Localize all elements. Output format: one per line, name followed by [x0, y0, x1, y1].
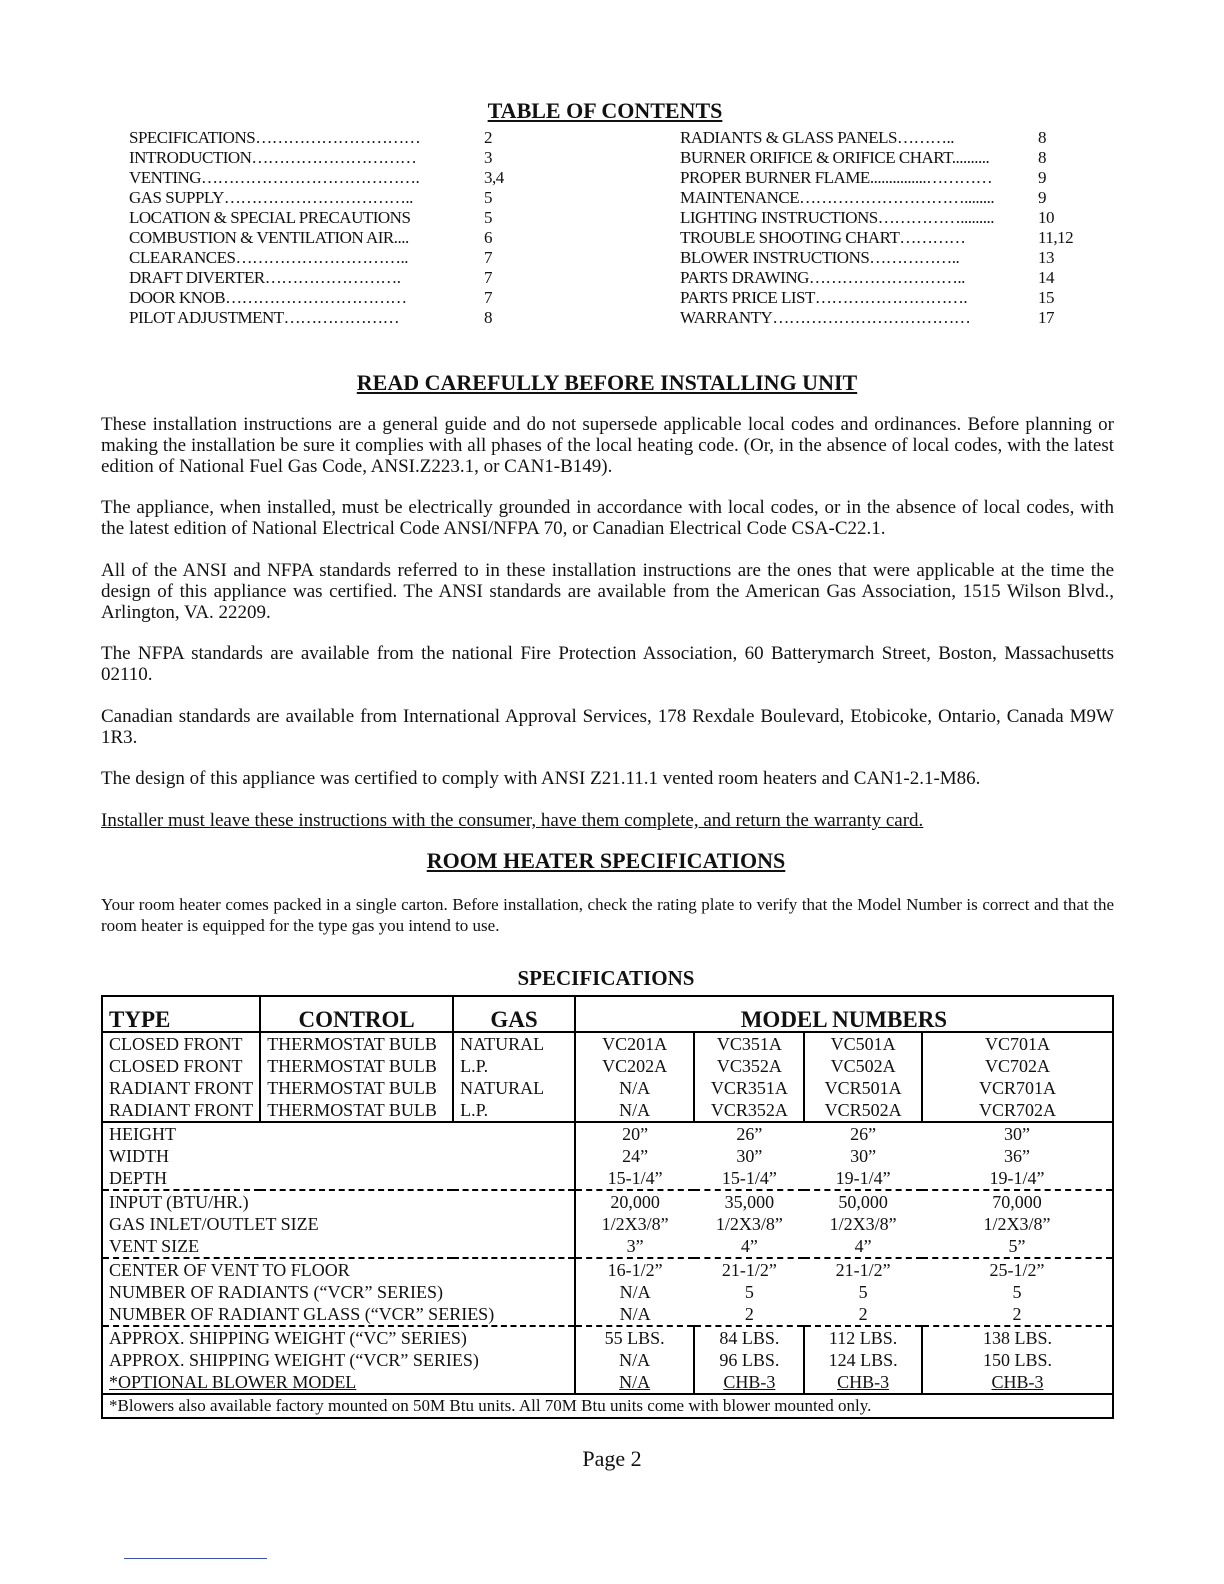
cell-spec-value: 96 LBS.: [694, 1349, 804, 1371]
cell-spec-value: 30”: [736, 1146, 763, 1166]
cell-spec-value: 84 LBS.: [694, 1326, 804, 1349]
toc-entry: [680, 228, 1100, 248]
toc-entry-page: 8: [1038, 128, 1046, 147]
cell-control: THERMOSTAT BULB: [260, 1077, 453, 1099]
cell-spec-value: CHB-3: [694, 1371, 804, 1394]
toc-entry: [129, 208, 509, 228]
toc-entry: [129, 288, 509, 308]
cell-spec-value: N/A: [575, 1349, 695, 1371]
paragraph-grounding: The appliance, when installed, must be electrically grounded in accordance with local codes, or in the absence of local codes, with the latest edition of National Electrical Code ANSI/NFPA 70, or Canadian Electrical Code CSA-C22.1.: [101, 497, 1114, 539]
cell-spec-label: WIDTH: [102, 1145, 575, 1167]
cell-gas: L.P.: [453, 1099, 575, 1122]
cell-spec-value: 35,000: [724, 1192, 775, 1212]
paragraph-ansi-standards: All of the ANSI and NFPA standards referred to in these installation instructions are the ones that were applicable at the time the design of this appliance was certified. The ANSI standards are available from the American Gas Association, 1515 Wilson Blvd., Arlington, VA. 22209.: [101, 560, 1114, 623]
table-row: [102, 1258, 1113, 1281]
cell-control: THERMOSTAT BULB: [260, 1032, 453, 1055]
cell-spec-value: 5: [1012, 1282, 1022, 1302]
toc-entry-label: CLEARANCES…………………………..: [129, 248, 408, 267]
toc-entry-page: 8: [1038, 148, 1046, 167]
specifications-title: SPECIFICATIONS: [517, 966, 695, 990]
toc-entry-page: 17: [1038, 308, 1054, 327]
toc-entry: [680, 208, 1100, 228]
cell-spec-value: 16-1/2”: [607, 1260, 663, 1280]
cell-type: CLOSED FRONT: [102, 1032, 260, 1055]
cell-spec-value: 19-1/4”: [804, 1167, 922, 1190]
table-row: [102, 1145, 1113, 1167]
cell-spec-label: *OPTIONAL BLOWER MODEL: [102, 1371, 575, 1394]
toc-title: TABLE OF CONTENTS: [487, 98, 723, 123]
toc-entry-page: 3: [484, 148, 492, 167]
cell-spec-value: 25-1/2”: [989, 1260, 1045, 1280]
toc-entry-page: 5: [484, 208, 492, 227]
toc-entry: [129, 148, 509, 168]
toc-entry-label: PARTS DRAWING………………………..: [680, 268, 965, 287]
toc-entry: [680, 308, 1100, 328]
toc-entry-label: SPECIFICATIONS…………………………: [129, 128, 421, 147]
cell-spec-value: 26”: [694, 1122, 804, 1145]
toc-entry-label: COMBUSTION & VENTILATION AIR....: [129, 228, 409, 247]
cell-gas: L.P.: [453, 1055, 575, 1077]
paragraph-canadian-standards: Canadian standards are available from International Approval Services, 178 Rexdale Boulevard, Etobicoke, Ontario, Canada M9W 1R3.: [101, 706, 1114, 748]
cell-gas: NATURAL: [453, 1032, 575, 1055]
header-type: TYPE: [102, 996, 260, 1032]
toc-entry: [129, 128, 509, 148]
cell-spec-label: VENT SIZE: [102, 1235, 575, 1258]
toc-left-column: [129, 128, 509, 328]
cell-spec-label: HEIGHT: [102, 1122, 575, 1145]
toc-entry-page: 7: [484, 268, 492, 287]
cell-spec-value: 15-1/4”: [694, 1167, 804, 1190]
toc-entry-page: 14: [1038, 268, 1054, 287]
toc-entry: [680, 268, 1100, 288]
cell-type: CLOSED FRONT: [102, 1055, 260, 1077]
paragraph-certification: The design of this appliance was certified to comply with ANSI Z21.11.1 vented room heaters and CAN1-2.1-M86.: [101, 768, 981, 789]
paragraph-nfpa-standards: The NFPA standards are available from the national Fire Protection Association, 60 Batterymarch Street, Boston, Massachusetts 02110.: [101, 643, 1114, 685]
cell-model: N/A: [575, 1099, 695, 1122]
table-row: [102, 1235, 1113, 1258]
cell-model: VCR352A: [694, 1099, 804, 1122]
cell-spec-value: 1/2X3/8”: [829, 1214, 897, 1234]
cell-model: VC501A: [804, 1032, 922, 1055]
toc-entry-page: 9: [1038, 188, 1046, 207]
toc-entry: [680, 188, 1100, 208]
toc-entry-label: BURNER ORIFICE & ORIFICE CHART..........: [680, 148, 990, 167]
header-gas: GAS: [453, 996, 575, 1032]
cell-spec-value: 1/2X3/8”: [715, 1214, 783, 1234]
table-row: [102, 1349, 1113, 1371]
cell-spec-value: 124 LBS.: [804, 1349, 922, 1371]
installer-note: Installer must leave these instructions with the consumer, have them complete, and return the warranty card.: [101, 810, 924, 831]
cell-spec-value: 30”: [922, 1122, 1113, 1145]
toc-entry-page: 6: [484, 228, 492, 247]
toc-entry: [129, 268, 509, 288]
footer-rule: [124, 1558, 267, 1559]
table-header-row: [102, 996, 1113, 1032]
table-row: [102, 1077, 1113, 1099]
toc-entry-page: 3,4: [484, 168, 504, 187]
cell-model: VCR702A: [978, 1100, 1056, 1120]
table-row: [102, 1122, 1113, 1145]
toc-entry-label: WARRANTY………………………………: [680, 308, 971, 327]
toc-entry-page: 11,12: [1038, 228, 1074, 247]
cell-spec-value: 2: [694, 1303, 804, 1326]
cell-type: RADIANT FRONT: [102, 1077, 260, 1099]
cell-spec-label: APPROX. SHIPPING WEIGHT (“VCR” SERIES): [102, 1349, 575, 1371]
toc-entry-label: LIGHTING INSTRUCTIONS…………….........: [680, 208, 994, 227]
cell-spec-value: 1/2X3/8”: [983, 1214, 1051, 1234]
cell-model: VC201A: [575, 1032, 695, 1055]
toc-entry-page: 10: [1038, 208, 1054, 227]
toc-entry-page: 7: [484, 288, 492, 307]
cell-spec-label: GAS INLET/OUTLET SIZE: [102, 1213, 575, 1235]
toc-entry: [129, 188, 509, 208]
cell-model: VCR351A: [694, 1077, 804, 1099]
toc-entry-label: DRAFT DIVERTER…………………….: [129, 268, 401, 287]
toc-entry: [129, 248, 509, 268]
cell-spec-value: 112 LBS.: [804, 1326, 922, 1349]
cell-spec-value: 30”: [850, 1146, 877, 1166]
cell-model: VCR501A: [804, 1077, 922, 1099]
cell-spec-value: CHB-3: [991, 1372, 1044, 1392]
cell-spec-value: N/A: [619, 1282, 651, 1302]
table-row: [102, 1055, 1113, 1077]
cell-control: THERMOSTAT BULB: [260, 1055, 453, 1077]
cell-spec-value: N/A: [575, 1371, 695, 1394]
toc-entry-label: DOOR KNOB……………………………: [129, 288, 407, 307]
table-row: [102, 1213, 1113, 1235]
cell-spec-value: 20”: [575, 1122, 695, 1145]
cell-spec-value: 2: [922, 1303, 1113, 1326]
cell-spec-value: 1/2X3/8”: [601, 1214, 669, 1234]
cell-control: THERMOSTAT BULB: [260, 1099, 453, 1122]
cell-spec-value: 70,000: [992, 1192, 1042, 1212]
toc-entry: [129, 308, 509, 328]
toc-entry-page: 2: [484, 128, 492, 147]
toc-entry: [680, 248, 1100, 268]
header-model-numbers: MODEL NUMBERS: [740, 1007, 948, 1032]
header-control: CONTROL: [260, 996, 453, 1032]
cell-spec-value: 50,000: [838, 1192, 888, 1212]
toc-entry-label: PARTS PRICE LIST……………………….: [680, 288, 968, 307]
cell-spec-value: 24”: [622, 1146, 649, 1166]
toc-entry-page: 13: [1038, 248, 1054, 267]
toc-entry-label: VENTING………………………………….: [129, 168, 420, 187]
cell-spec-value: 4”: [694, 1235, 804, 1258]
cell-spec-value: 4”: [804, 1235, 922, 1258]
toc-entry: [680, 128, 1100, 148]
toc-entry-page: 7: [484, 248, 492, 267]
toc-entry: [129, 228, 509, 248]
cell-spec-value: 36”: [1003, 1146, 1030, 1166]
cell-spec-label: NUMBER OF RADIANTS (“VCR” SERIES): [102, 1281, 575, 1303]
table-row: [102, 1303, 1113, 1326]
cell-spec-label: CENTER OF VENT TO FLOOR: [102, 1258, 575, 1281]
cell-model: VCR701A: [978, 1078, 1056, 1098]
cell-model: VC351A: [694, 1032, 804, 1055]
toc-entry-label: PROPER BURNER FLAME...............…………: [680, 168, 993, 187]
toc-right-column: [680, 128, 1100, 328]
cell-model: N/A: [575, 1077, 695, 1099]
page-number: Page 2: [582, 1446, 642, 1471]
cell-spec-value: 2: [804, 1303, 922, 1326]
cell-spec-value: 15-1/4”: [575, 1167, 695, 1190]
cell-gas: NATURAL: [453, 1077, 575, 1099]
cell-spec-value: 26”: [804, 1122, 922, 1145]
cell-model: VC702A: [984, 1056, 1050, 1076]
toc-entry-label: TROUBLE SHOOTING CHART…………: [680, 228, 966, 247]
cell-model: VC701A: [922, 1032, 1113, 1055]
cell-spec-value: 150 LBS.: [982, 1350, 1052, 1370]
cell-model: VC202A: [575, 1055, 695, 1077]
cell-spec-value: 5”: [922, 1235, 1113, 1258]
toc-entry-label: RADIANTS & GLASS PANELS………..: [680, 128, 954, 147]
cell-spec-label: INPUT (BTU/HR.): [102, 1190, 575, 1213]
cell-spec-label: APPROX. SHIPPING WEIGHT (“VC” SERIES): [102, 1326, 575, 1349]
table-row: [102, 1371, 1113, 1394]
cell-model: VC352A: [694, 1055, 804, 1077]
toc-entry-page: 9: [1038, 168, 1046, 187]
table-row: [102, 1326, 1113, 1349]
toc-entry-page: 8: [484, 308, 492, 327]
toc-entry: [680, 168, 1100, 188]
toc-entry-label: MAINTENANCE…………………………........: [680, 188, 995, 207]
room-heater-text: Your room heater comes packed in a single carton. Before installation, check the rating plate to verify that the Model Number is correct and that the room heater is equipped for the type gas you intend to use.: [101, 895, 1114, 935]
read-carefully-heading: READ CAREFULLY BEFORE INSTALLING UNIT: [356, 370, 858, 395]
cell-spec-value: 55 LBS.: [575, 1326, 695, 1349]
toc-entry: [680, 148, 1100, 168]
cell-spec-value: 20,000: [610, 1192, 660, 1212]
table-row: [102, 1190, 1113, 1213]
toc-entry-label: BLOWER INSTRUCTIONS……………..: [680, 248, 960, 267]
table-row: [102, 1099, 1113, 1122]
toc-entry-label: GAS SUPPLY……………………………..: [129, 188, 413, 207]
cell-spec-value: 19-1/4”: [922, 1167, 1113, 1190]
cell-spec-value: 5: [744, 1282, 754, 1302]
table-footnote: *Blowers also available factory mounted on 50M Btu units. All 70M Btu units come with blower mounted only.: [102, 1394, 1113, 1418]
table-footnote-row: [102, 1394, 1113, 1418]
cell-spec-value: 21-1/2”: [835, 1260, 891, 1280]
toc-entry-page: 5: [484, 188, 492, 207]
cell-spec-label: NUMBER OF RADIANT GLASS (“VCR” SERIES): [102, 1303, 575, 1326]
toc-entry: [680, 288, 1100, 308]
cell-spec-value: 3”: [575, 1235, 695, 1258]
paragraph-codes: These installation instructions are a general guide and do not supersede applicable local codes and ordinances. Before planning or making the installation be sure it complies with all phases of the local heating code. (Or, in the absence of local codes, with the latest edition of National Fuel Gas Code, ANSI.Z223.1, or CAN1-B149).: [101, 414, 1114, 477]
cell-spec-value: N/A: [575, 1303, 695, 1326]
table-row: [102, 1167, 1113, 1190]
room-heater-heading: ROOM HEATER SPECIFICATIONS: [426, 848, 786, 873]
cell-spec-value: 21-1/2”: [721, 1260, 777, 1280]
toc-entry-label: PILOT ADJUSTMENT…………………: [129, 308, 400, 327]
cell-spec-value: 138 LBS.: [982, 1328, 1052, 1348]
toc-entry-label: LOCATION & SPECIAL PRECAUTIONS: [129, 208, 411, 227]
toc-entry: [129, 168, 509, 188]
toc-entry-page: 15: [1038, 288, 1054, 307]
cell-spec-label: DEPTH: [102, 1167, 575, 1190]
toc-entry-label: INTRODUCTION…………………………: [129, 148, 417, 167]
cell-spec-value: 5: [858, 1282, 868, 1302]
cell-type: RADIANT FRONT: [102, 1099, 260, 1122]
cell-model: VCR502A: [804, 1099, 922, 1122]
specifications-table: [101, 995, 1114, 1419]
cell-model: VC502A: [804, 1055, 922, 1077]
table-row: [102, 1032, 1113, 1055]
table-row: [102, 1281, 1113, 1303]
cell-spec-value: CHB-3: [804, 1371, 922, 1394]
